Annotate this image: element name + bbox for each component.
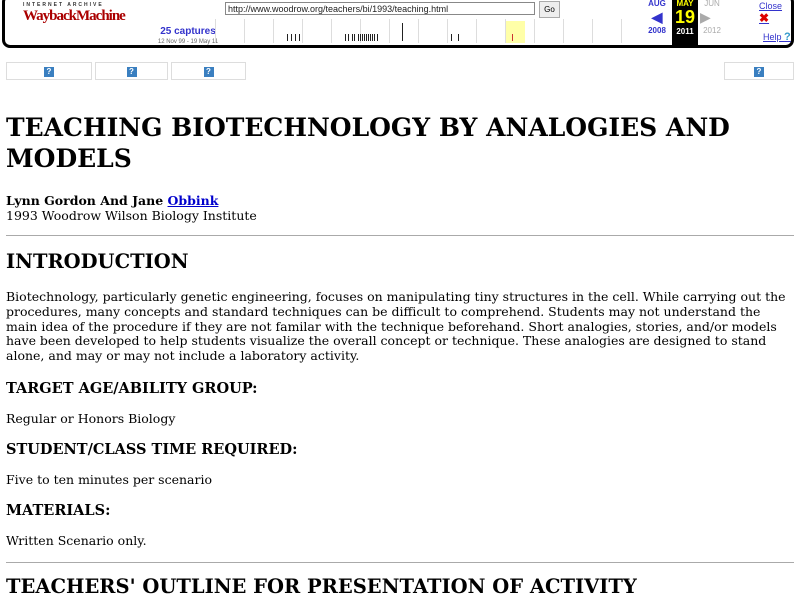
- capture-mark[interactable]: [370, 34, 371, 41]
- intro-text: Biotechnology, particularly genetic engineering, focuses on manipulating tiny structures in the cell. While carrying out the procedures, many concepts and standard techniques can be difficult to comprehend. Students may not understand the main idea of the procedure if they are not familar with the technique beforehand. Short analogies, stories, and/or models have been developed to help students visualize the overall concept or technique. These analogies are designed to stand alone, and may or may not include a laboratory activity.: [6, 289, 786, 364]
- next-arrow-icon: ▶: [700, 9, 711, 25]
- timeline-year-divider: [592, 19, 593, 43]
- divider: [6, 235, 794, 236]
- wayback-toolbar: [2, 0, 794, 48]
- capture-mark[interactable]: [366, 34, 367, 41]
- help-icon: ?: [784, 31, 791, 43]
- section-text: Regular or Honors Biology: [6, 410, 176, 426]
- ad-slot[interactable]: [724, 62, 794, 80]
- capture-mark[interactable]: [451, 34, 452, 41]
- intro-heading: INTRODUCTION: [6, 250, 189, 273]
- capture-mark[interactable]: [352, 34, 353, 41]
- capture-mark[interactable]: [287, 34, 288, 41]
- current-capture: MAY 19 2011: [672, 0, 698, 47]
- capture-timeline[interactable]: [215, 19, 643, 43]
- help-link[interactable]: Help ?: [763, 31, 791, 43]
- ad-slot[interactable]: [171, 62, 246, 80]
- section-heading: STUDENT/CLASS TIME REQUIRED:: [6, 440, 298, 458]
- timeline-year-divider: [302, 19, 303, 43]
- section-heading: TARGET AGE/ABILITY GROUP:: [6, 379, 258, 397]
- capture-mark[interactable]: [354, 34, 355, 41]
- captures-link[interactable]: 25 captures: [160, 26, 216, 37]
- divider: [6, 562, 794, 563]
- capture-mark[interactable]: [360, 34, 361, 41]
- close-icon: ✖: [759, 11, 770, 25]
- byline: Lynn Gordon And Jane Obbink 1993 Woodrow Wilson Biology Institute: [6, 193, 257, 223]
- capture-mark[interactable]: [358, 34, 359, 41]
- wayback-logo[interactable]: INTERNET ARCHIVE WaybackMachine: [23, 2, 125, 24]
- go-button[interactable]: Go: [539, 1, 560, 18]
- timeline-year-divider: [621, 19, 622, 43]
- institute: 1993 Woodrow Wilson Biology Institute: [6, 208, 257, 223]
- broken-image-icon: ?: [204, 67, 214, 77]
- ad-slot[interactable]: [95, 62, 168, 80]
- timeline-year-divider: [244, 19, 245, 43]
- capture-mark[interactable]: [291, 34, 292, 41]
- timeline-year-divider: [418, 19, 419, 43]
- timeline-year-divider: [215, 19, 216, 43]
- page-title: TEACHING BIOTECHNOLOGY BY ANALOGIES AND MODELS: [6, 113, 730, 173]
- timeline-year-divider: [273, 19, 274, 43]
- capture-mark[interactable]: [362, 34, 363, 41]
- capture-mark[interactable]: [372, 34, 373, 41]
- url-input[interactable]: http://www.woodrow.org/teachers/bi/1993/teaching.html: [225, 2, 535, 15]
- capture-mark[interactable]: [299, 34, 300, 41]
- capture-mark[interactable]: [374, 34, 375, 41]
- ad-slot[interactable]: [6, 62, 92, 80]
- article: [6, 112, 794, 599]
- prev-capture[interactable]: AUG ◀ 2008: [645, 0, 669, 35]
- capture-mark[interactable]: [368, 34, 369, 41]
- capture-mark[interactable]: [348, 34, 349, 41]
- capture-range: 12 Nov 99 - 19 May 11: [157, 39, 219, 45]
- capture-mark[interactable]: [295, 34, 296, 41]
- outline-heading: TEACHERS' OUTLINE FOR PRESENTATION OF ACTIVITY: [6, 575, 637, 599]
- timeline-year-divider: [447, 19, 448, 43]
- section-heading: MATERIALS:: [6, 501, 111, 519]
- next-capture: JUN ▶ 2012: [700, 0, 724, 35]
- section-text: Written Scenario only.: [6, 532, 147, 548]
- timeline-year-divider: [331, 19, 332, 43]
- capture-mark[interactable]: [377, 34, 378, 41]
- prev-arrow-icon[interactable]: ◀: [651, 9, 663, 25]
- capture-mark[interactable]: [458, 34, 459, 41]
- timeline-year-divider: [505, 19, 506, 43]
- section-text: Five to ten minutes per scenario: [6, 471, 212, 487]
- capture-mark[interactable]: [364, 34, 365, 41]
- capture-mark[interactable]: [512, 34, 513, 41]
- broken-image-icon: ?: [127, 67, 137, 77]
- timeline-year-divider: [534, 19, 535, 43]
- broken-image-icon: ?: [44, 67, 54, 77]
- timeline-year-divider: [476, 19, 477, 43]
- timeline-year-divider: [389, 19, 390, 43]
- capture-mark[interactable]: [345, 34, 346, 41]
- broken-image-icon: ?: [754, 67, 764, 77]
- author-link[interactable]: Obbink: [167, 193, 219, 208]
- capture-mark[interactable]: [402, 23, 403, 41]
- timeline-year-divider: [563, 19, 564, 43]
- close-button[interactable]: Close ✖: [759, 1, 783, 25]
